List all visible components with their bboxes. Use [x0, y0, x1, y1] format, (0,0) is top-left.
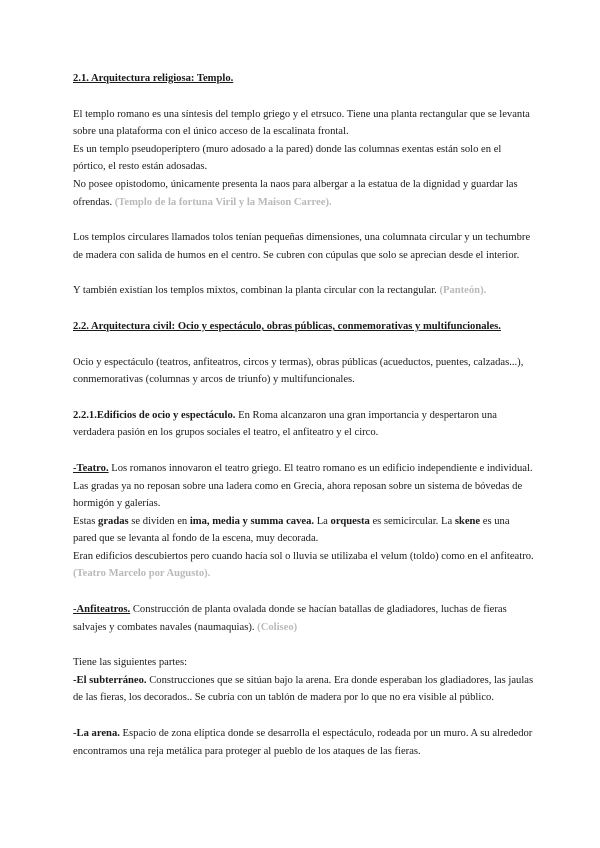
paragraph-opistodomo — [73, 176, 535, 211]
teatro-text: Los romanos innovaron el teatro griego. El teatro romano es un edificio independiente e individual. Las gradas ya no reposan sobre una ladera como en Grecia, ahora reposan sobre un sistema de bóvedas de hormigón y galerías. — [73, 462, 533, 510]
subterraneo-label: -El subterráneo. — [73, 674, 147, 686]
term-cavea: ima, media y summa cavea. — [189, 515, 315, 527]
subterraneo-text: Construcciones que se sitúan bajo la arena. Era donde esperaban los gladiadores, las jaulas de las fieras, los decorados.. Se cubría con un tablón de madera por lo que no era visible al público. — [73, 674, 534, 704]
paragraph-ocio — [73, 407, 535, 442]
gradas-text-c: La — [316, 515, 328, 527]
anfiteatros-text: Construcción de planta ovalada donde se hacían batallas de gladiadores, luchas de fieras salvajes y combates navales (naumaquias). — [73, 604, 507, 633]
example-teatro-marcelo: (Teatro Marcelo por Augusto). — [73, 568, 211, 580]
example-templo-fortuna: (Templo de la fortuna Viril y la Maison Carree). — [114, 196, 332, 208]
gradas-text-b: se dividen en — [131, 515, 188, 527]
subsection-heading-ocio: 2.2.1.Edificios de ocio y espectáculo. — [73, 409, 236, 421]
example-panteon: (Panteón). — [439, 285, 487, 297]
term-skene: skene — [454, 515, 481, 527]
paragraph-teatro — [73, 460, 535, 513]
gradas-text-e: es una pared que se levanta al fondo de la escena, muy decorada. — [73, 515, 510, 545]
ocio-text: En Roma alcanzaron una gran importancia y despertaron una verdadera pasión en los grupos sociales el teatro, el anfiteatro y el circo. — [73, 409, 497, 439]
paragraph-pseudoperiptero: Es un templo pseudoperíptero (muro adosado a la pared) donde las columnas exentas están solo en el pórtico, el resto están adosadas. — [73, 143, 502, 173]
term-gradas: gradas — [98, 515, 129, 527]
gradas-text-a: Estas — [73, 515, 96, 527]
paragraph-gradas — [73, 513, 535, 548]
paragraph-subterraneo — [73, 672, 535, 707]
velum-text: Eran edificios descubiertos pero cuando hacía sol o lluvia se utilizaba el velum (toldo) como en el anfiteatro. — [73, 550, 534, 562]
paragraph-arena — [73, 725, 535, 760]
paragraph-civil-types: Ocio y espectáculo (teatros, anfiteatros, circos y termas), obras públicas (acueductos, puentes, calzadas...), conmemorativas (columnas y arcos de triunfo) y multifuncionales. — [73, 356, 524, 386]
paragraph-partes-intro: Tiene las siguientes partes: — [73, 657, 188, 669]
paragraph-templos-mixtos — [73, 282, 535, 300]
example-coliseo: (Coliseo) — [257, 621, 298, 633]
paragraph-velum — [73, 548, 535, 583]
teatro-label: -Teatro. — [73, 462, 109, 474]
arena-label: -La arena. — [73, 728, 120, 740]
section-heading-templo: 2.1. Arquitectura religiosa: Templo. — [73, 73, 234, 84]
gradas-text-d: es semicircular. La — [372, 515, 453, 527]
paragraph-anfiteatros — [73, 601, 535, 636]
document-body — [73, 70, 535, 760]
paragraph-templo-intro: El templo romano es una síntesis del templo griego y el etrsuco. Tiene una planta rectangular que se levanta sobre una plataforma con el único acceso de la escalinata frontal. — [73, 108, 530, 138]
templos-mixtos-text: Y también existían los templos mixtos, combinan la planta circular con la rectangular. — [73, 285, 437, 297]
anfiteatros-label: -Anfiteatros. — [73, 604, 131, 616]
section-heading-civil: 2.2. Arquitectura civil: Ocio y espectáculo, obras públicas, conmemorativas y multifuncionales. — [73, 320, 501, 332]
term-orquesta: orquesta — [330, 515, 370, 527]
arena-text: Espacio de zona elíptica donde se desarrolla el espectáculo, rodeada por un muro. A su alrededor encontramos una reja metálica para proteger al pueblo de los ataques de las fieras. — [73, 728, 533, 757]
paragraph-tolos: Los templos circulares llamados tolos tenían pequeñas dimensiones, una columnata circular y un techumbre de madera con salida de humos en el centro. Se cubren con cúpulas que solo se aprecian desde el interior. — [73, 232, 531, 261]
opistodomo-text: No posee opistodomo, únicamente presenta la naos para albergar a la estatua de la dignidad y guardar las ofrendas. — [73, 178, 518, 208]
